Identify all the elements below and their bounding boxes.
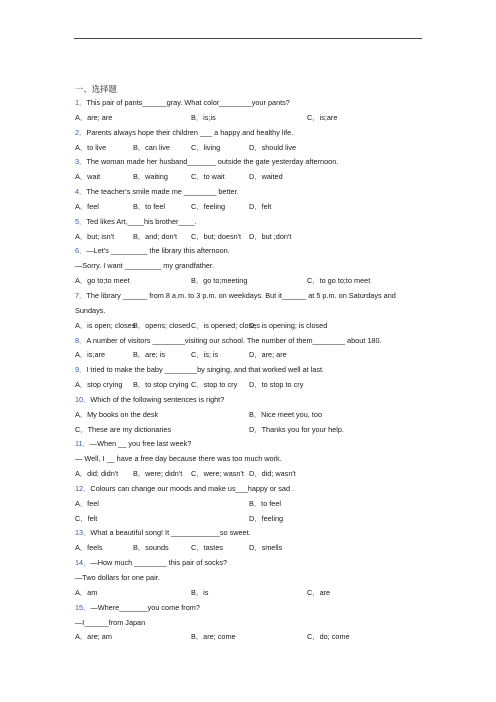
question-text: Which of the following sentences is right? xyxy=(90,394,225,404)
option-d: D．to stop to cry xyxy=(249,380,304,390)
option-a: A．go to;to meet xyxy=(75,276,130,286)
question-text: A number of visitors ________visiting our school. The number of them________ about 180. xyxy=(86,335,382,345)
option-c: C．felt xyxy=(75,513,98,523)
question-text: —When __ you free last week? xyxy=(89,439,192,449)
option-b: B．is xyxy=(191,587,209,597)
question-13 xyxy=(75,526,423,556)
question-6 xyxy=(75,244,423,289)
option-b: B．to stop crying xyxy=(133,380,189,390)
option-b: B．is;is xyxy=(191,112,216,122)
option-b: B．sounds xyxy=(133,543,169,553)
option-c: C．to go to;to meet xyxy=(307,276,371,286)
option-a: A．to live xyxy=(75,142,107,152)
option-b: B．were; didn't xyxy=(133,469,183,479)
option-a: A．is;are xyxy=(75,350,106,360)
question-text: The woman made her husband_______ outside the gate yesterday afternoon. xyxy=(86,157,339,167)
option-d: D．should live xyxy=(249,142,297,152)
option-a: A．feel xyxy=(75,201,99,211)
question-number: 7． xyxy=(75,290,87,300)
question-text: I tried to make the baby ________by singing, and that worked well at last. xyxy=(86,365,325,375)
option-d: D．is opening; is closed xyxy=(249,320,328,330)
question-number: 15． xyxy=(75,602,91,612)
question-number: 4． xyxy=(75,187,87,197)
option-c: C．living xyxy=(191,142,221,152)
option-c: C．is;are xyxy=(307,112,338,122)
question-14 xyxy=(75,556,423,601)
option-d: D．feeling xyxy=(249,513,284,523)
question-8 xyxy=(75,334,423,364)
header-rule xyxy=(74,38,422,39)
dialogue-line: — Well, I __ have a free day because there was too much work. xyxy=(75,454,282,464)
option-b: B．can live xyxy=(133,142,170,152)
option-b: B．are; is xyxy=(133,350,166,360)
question-15 xyxy=(75,601,423,646)
option-b: B．are; come xyxy=(191,632,236,642)
option-a: A．am xyxy=(75,587,98,597)
option-b: B．Nice meet you, too xyxy=(249,409,323,419)
option-c: C．These are my dictionaries xyxy=(75,424,172,434)
question-text: This pair of pants______gray. What color________your pants? xyxy=(86,98,290,107)
question-text: Ted likes Art,____his brother____. xyxy=(86,216,197,226)
option-c: C．are xyxy=(307,587,331,597)
option-a: A．are; am xyxy=(75,632,112,642)
option-d: D．waited xyxy=(249,172,283,182)
option-c: C．but; doesn't xyxy=(191,231,242,241)
dialogue-line: —Two dollars for one pair. xyxy=(75,573,160,582)
question-text: Colours can change our moods and make us___happy or sad . xyxy=(90,483,295,493)
question-10 xyxy=(75,393,423,438)
option-a: A．are; are xyxy=(75,112,113,122)
question-number: 12． xyxy=(75,483,91,493)
option-a: A．feel xyxy=(75,498,99,508)
dialogue-line: —Sorry. I want _________ my grandfather. xyxy=(75,261,214,271)
question-number: 11． xyxy=(75,439,90,449)
question-text: —How much ________ this pair of socks? xyxy=(90,558,228,568)
question-4 xyxy=(75,185,423,215)
question-number: 14． xyxy=(75,558,91,568)
option-a: A．stop crying xyxy=(75,380,123,390)
question-number: 13． xyxy=(75,528,91,538)
option-a: A．but; isn't xyxy=(75,231,115,241)
question-number: 9． xyxy=(75,365,87,375)
option-c: C．feeling xyxy=(191,201,226,211)
option-a: A．feels xyxy=(75,543,103,553)
question-number: 1． xyxy=(75,98,87,107)
question-12 xyxy=(75,482,423,527)
option-b: B．waiting xyxy=(133,172,168,182)
question-text: —Where_______you come from? xyxy=(90,602,200,612)
section-title: 一、选择题 xyxy=(75,84,117,94)
option-a: A．wait xyxy=(75,172,101,182)
option-d: D．felt xyxy=(249,201,272,211)
question-text: Parents always hope their children ___ a happy and healthy life. xyxy=(86,127,294,137)
option-c: C．do; come xyxy=(307,632,350,642)
question-5 xyxy=(75,215,423,245)
option-b: B．opens; closed xyxy=(133,320,191,330)
option-b: B．to feel xyxy=(133,201,166,211)
question-text: The library ______ from 8 a.m. to 3 p.m. on weekdays. But it______ at 5 p.m. on Saturdays and Sundays. xyxy=(75,290,396,315)
option-d: D．did; wasn't xyxy=(249,469,296,479)
question-text: What a beautiful song! It ____________so sweet. xyxy=(90,528,251,538)
option-c: C．to wait xyxy=(191,172,225,182)
question-2 xyxy=(75,126,423,156)
option-c: C．is opened; closes xyxy=(191,320,260,330)
option-d: D．but ;don't xyxy=(249,231,292,241)
question-7 xyxy=(75,289,423,334)
question-list xyxy=(75,96,423,645)
option-b: B．to feel xyxy=(249,498,282,508)
question-11 xyxy=(75,437,423,482)
option-d: D．are; are xyxy=(249,350,287,360)
option-c: C．were; wasn't xyxy=(191,469,244,479)
question-number: 8． xyxy=(75,335,87,345)
option-c: C．stop to cry xyxy=(191,380,238,390)
question-text: —Let's _________ the library this afternoon. xyxy=(86,246,230,256)
question-text: The teacher's smile made me ________ better. xyxy=(86,187,239,197)
question-number: 2． xyxy=(75,127,87,137)
question-number: 3． xyxy=(75,157,87,167)
question-number: 10． xyxy=(75,394,91,404)
option-a: A．is open; closes xyxy=(75,320,136,330)
option-b: B．and; don't xyxy=(133,231,177,241)
option-d: D．Thanks you for your help. xyxy=(249,424,344,434)
option-a: A．My books on the desk xyxy=(75,409,159,419)
question-number: 5． xyxy=(75,216,87,226)
option-d: D．smells xyxy=(249,543,283,553)
question-3 xyxy=(75,155,423,185)
dialogue-line: —I______from Japan xyxy=(75,617,146,627)
question-number: 6． xyxy=(75,246,87,256)
question-9 xyxy=(75,363,423,393)
option-c: C．is; is xyxy=(191,350,219,360)
option-c: C．tastes xyxy=(191,543,224,553)
question-1 xyxy=(75,96,423,126)
option-b: B．go to;meeting xyxy=(191,276,248,286)
option-a: A．did; didn't xyxy=(75,469,119,479)
